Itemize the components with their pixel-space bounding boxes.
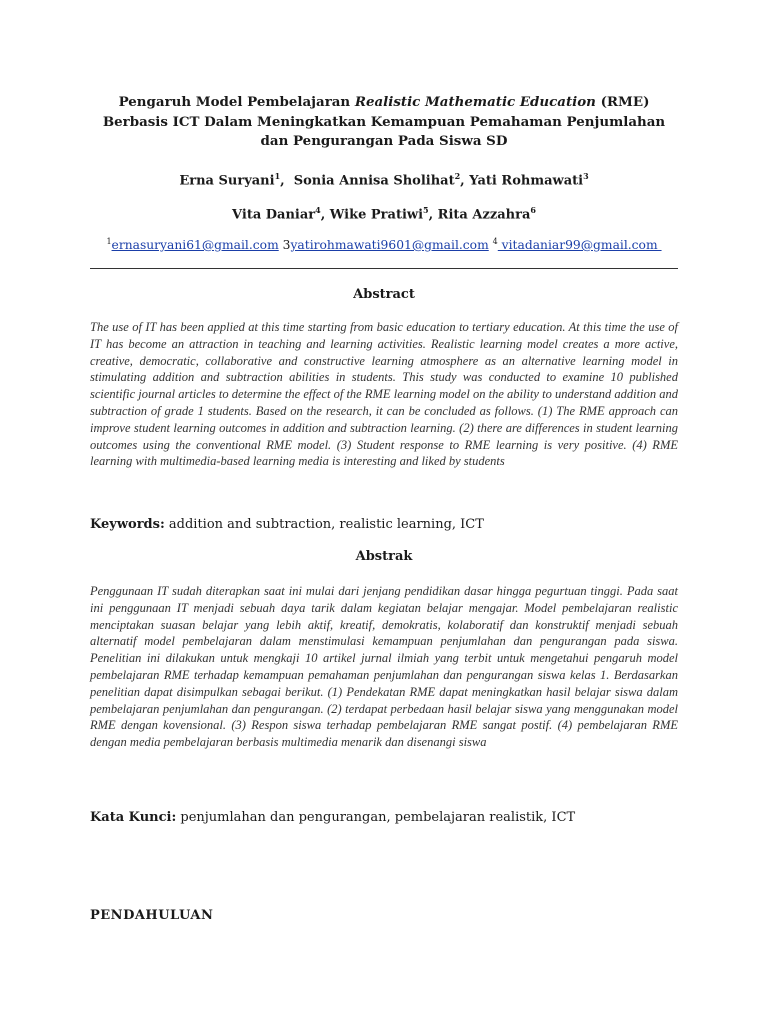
author-5: Wike Pratiwi bbox=[329, 207, 424, 223]
email-1-sup: 1 bbox=[106, 237, 112, 246]
abstrak-text: Penggunaan IT sudah diterapkan saat ini mulai dari jenjang pendidikan dasar hingga pegurtuan tinggi. Pada saat ini penggunaan IT menjadi sebuah daya tarik dalam kegiatan belajar mengajar. Model pembelajaran realistic menciptakan suasan belajar yang lebih aktif, kreatif, demokratis, kolaboratif dan konstruktif menjadi sebuah alternatif model pembelajaran dalam menstimulasi kemampuan penjumlahan dan pengurangan pada siswa. Penelitian ini dilakukan untuk mengkaji 10 artikel jurnal ilmiah yang terbit untuk mengetahui pengaruh model pembelajaran RME terhadap kemampuan pemahaman penjumlahan dan pengurangan siswa kelas 1. Berdasarkan penelitian dapat disimpulkan sebagai berikut. (1) Pendekatan RME dapat meningkatkan hasil belajar siswa dalam pembelajaran penjumlahan dan pengurangan. (2) terdapat perbedaan hasil belajar siswa yang menggunakan model RME dengan kovensional. (3) Respon siswa terhadap pembelajaran RME sangat postif. (4) pembelajaran RME dengan media pembelajaran berbasis multimedia menarik dan disenangi siswa bbox=[90, 584, 678, 750]
abstract-text: The use of IT has been applied at this time starting from basic education to tertiary education. At this time the use of IT has become an attraction in teaching and learning activities. Realistic learning model creates a more active, creative, democratic, collaborative and constructive learning atmosphere as an alternative learning model in stimulating addition and subtraction abilities in students. This study was conducted to examine 10 published scientific journal articles to determine the effect of the RME learning model on the ability to understand addition and subtraction of grade 1 students. Based on the research, it can be concluded as follows. (1) The RME approach can improve student learning outcomes in addition and subtraction learning. (2) there are differences in student learning outcomes using the conventional RME model. (3) Student response to RME learning is very positive. (4) RME learning with multimedia-based learning media is interesting and liked by students bbox=[90, 320, 678, 469]
header-divider bbox=[90, 268, 678, 269]
keywords-value: addition and subtraction, realistic learning, ICT bbox=[164, 517, 484, 532]
author-6: Rita Azzahra bbox=[437, 207, 531, 223]
kata-kunci-value: penjumlahan dan pengurangan, pembelajaran realistik, ICT bbox=[176, 810, 576, 825]
title-part-1: Pengaruh Model Pembelajaran bbox=[118, 94, 355, 110]
author-4: Vita Daniar bbox=[232, 207, 316, 223]
author-2-sup: 2 bbox=[454, 171, 461, 181]
abstrak-heading: Abstrak bbox=[355, 549, 413, 564]
author-3: Yati Rohmawati bbox=[469, 173, 584, 189]
title-italic: Realistic Mathematic Education bbox=[354, 94, 596, 110]
author-1: Erna Suryani bbox=[179, 173, 275, 189]
author-4-sup: 4 bbox=[315, 205, 321, 215]
keywords-label: Keywords: bbox=[90, 517, 165, 532]
author-3-sup: 3 bbox=[583, 171, 589, 181]
email-3-sup: 4 bbox=[492, 237, 498, 246]
keywords-line bbox=[90, 516, 678, 534]
kata-kunci-label: Kata Kunci: bbox=[90, 810, 177, 825]
authors-line-1 bbox=[90, 167, 678, 190]
email-2-prefix: 3 bbox=[282, 238, 291, 253]
title-part-2: (RME) Berbasis ICT Dalam Meningkatkan Kemampuan Pemahaman Penjumlahan dan Pengurangan Pada Siswa SD bbox=[102, 94, 666, 149]
author-5-sup: 5 bbox=[423, 205, 429, 215]
author-2: Sonia Annisa Sholihat bbox=[293, 173, 455, 189]
paper-title bbox=[90, 93, 678, 152]
author-separator: , bbox=[280, 173, 294, 189]
intro-heading: PENDAHULUAN bbox=[90, 908, 214, 923]
author-separator: , bbox=[428, 207, 438, 223]
author-1-sup: 1 bbox=[274, 171, 281, 181]
abstract-heading: Abstract bbox=[353, 287, 415, 302]
email-link-3[interactable]: vitadaniar99@gmail.com bbox=[497, 238, 662, 253]
email-link-2[interactable]: yatirohmawati9601@gmail.com bbox=[290, 238, 489, 253]
kata-kunci-line bbox=[90, 809, 678, 827]
author-separator: , bbox=[320, 207, 330, 223]
email-link-1[interactable]: ernasuryani61@gmail.com bbox=[111, 238, 279, 253]
author-6-sup: 6 bbox=[530, 205, 536, 215]
author-emails bbox=[90, 233, 678, 254]
author-separator: , bbox=[460, 173, 470, 189]
authors-line-2 bbox=[90, 201, 678, 224]
